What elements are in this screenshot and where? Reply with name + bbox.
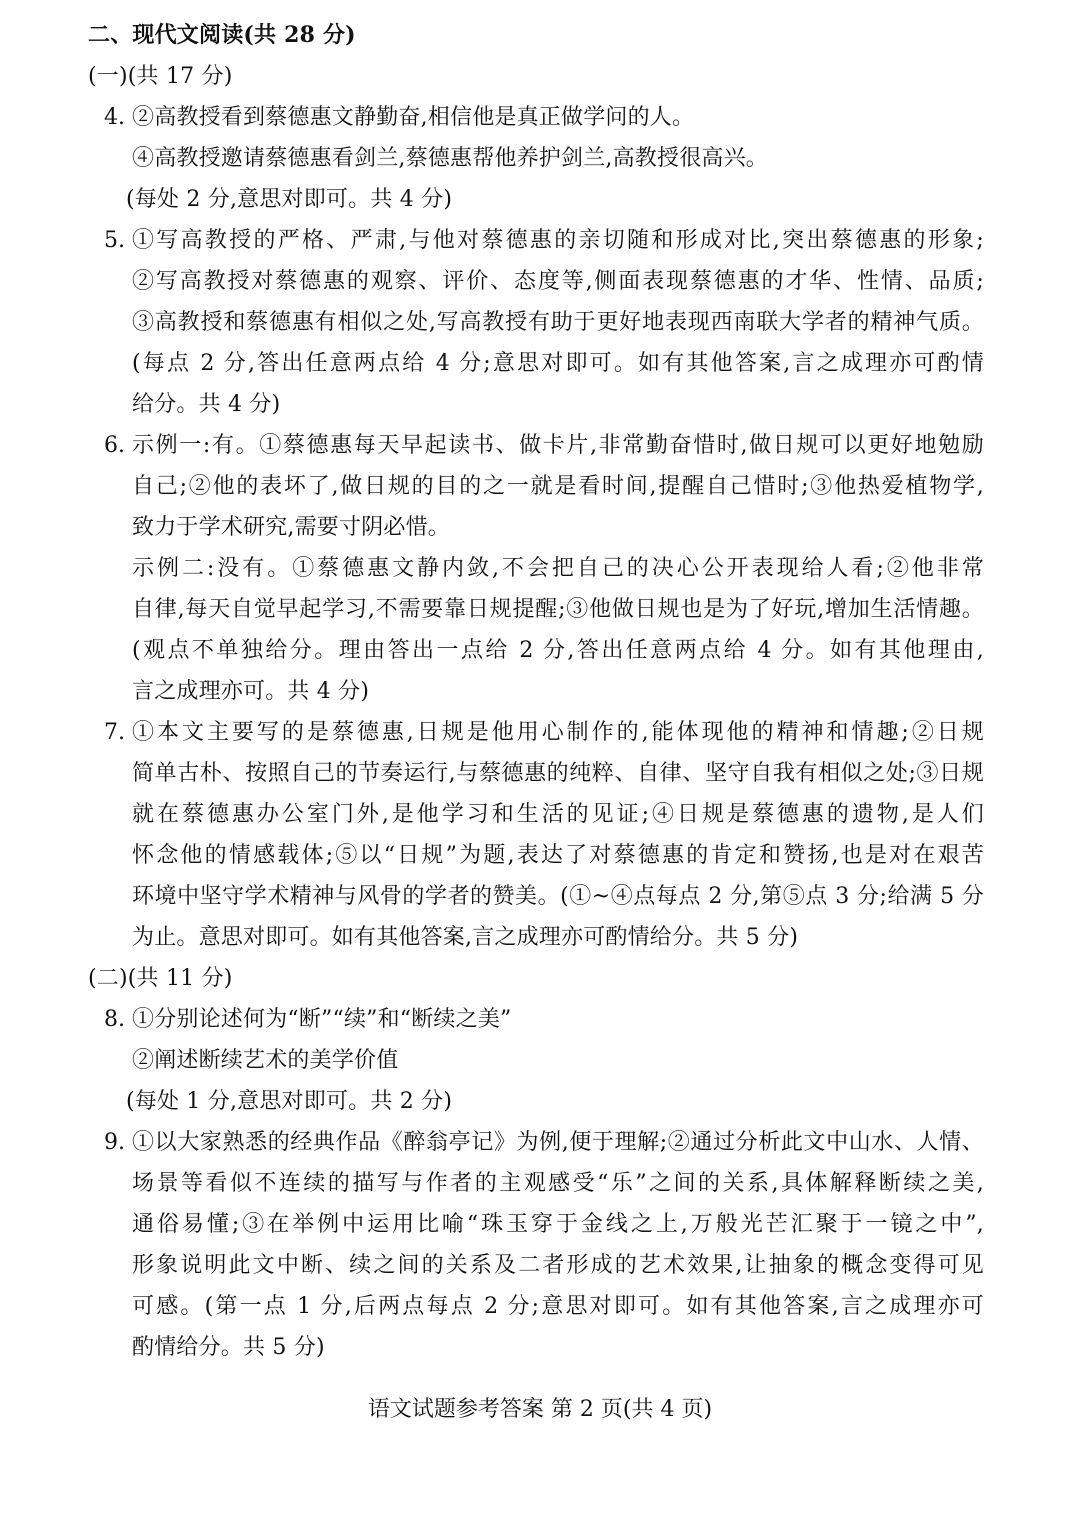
q7-line-3: 就在蔡德惠办公室门外,是他学习和生活的见证;④日规是蔡德惠的遗物,是人们 xyxy=(132,802,984,827)
q6-line-2: 自己;②他的表坏了,做日规的目的之一就是看时间,提醒自己惜时;③他热爱植物学, xyxy=(132,474,984,499)
section-title: 二、现代文阅读(共 28 分) xyxy=(88,22,356,48)
q7-number: 7. xyxy=(104,720,125,745)
q5-line-4: (每点 2 分,答出任意两点给 4 分;意思对即可。如有其他答案,言之成理亦可酌情 xyxy=(132,351,984,376)
q5-number: 5. xyxy=(104,228,125,253)
q6-line-5: 自律,每天自觉早起学习,不需要靠日规提醒;③他做日规也是为了好玩,增加生活情趣。 xyxy=(132,597,984,622)
q4-line-1: ②高教授看到蔡德惠文静勤奋,相信他是真正做学问的人。 xyxy=(132,105,695,130)
q7-line-1: ①本文主要写的是蔡德惠,日规是他用心制作的,能体现他的精神和情趣;②日规 xyxy=(132,720,984,745)
q7-line-6: 为止。意思对即可。如有其他答案,言之成理亦可酌情给分。共 5 分) xyxy=(132,925,799,950)
q9-line-6: 酌情给分。共 5 分) xyxy=(132,1335,325,1360)
q6-number: 6. xyxy=(104,433,125,458)
q7-line-2: 简单古朴、按照自己的节奏运行,与蔡德惠的纯粹、自律、坚守自我有相似之处;③日规 xyxy=(132,761,984,786)
q9-line-4: 形象说明此文中断、续之间的关系及二者形成的艺术效果,让抽象的概念变得可见 xyxy=(132,1253,984,1278)
q5-line-1: ①写高教授的严格、严肃,与他对蔡德惠的亲切随和形成对比,突出蔡德惠的形象; xyxy=(132,228,984,253)
q6-line-1: 示例一:有。①蔡德惠每天早起读书、做卡片,非常勤奋惜时,做日规可以更好地勉励 xyxy=(132,433,984,458)
q8-line-1: ①分别论述何为“断”“续”和“断续之美” xyxy=(132,1007,512,1032)
q9-line-2: 场景等看似不连续的描写与作者的主观感受“乐”之间的关系,具体解释断续之美, xyxy=(132,1171,984,1196)
q6-line-7: 言之成理亦可。共 4 分) xyxy=(132,679,370,704)
q9-line-5: 可感。(第一点 1 分,后两点每点 2 分;意思对即可。如有其他答案,言之成理亦可 xyxy=(132,1294,984,1319)
q6-line-3: 致力于学术研究,需要寸阴必惜。 xyxy=(132,515,450,540)
q5-line-3: ③高教授和蔡德惠有相似之处,写高教授有助于更好地表现西南联大学者的精神气质。 xyxy=(132,310,984,335)
q7-line-5: 环境中坚守学术精神与风骨的学者的赞美。(①~④点每点 2 分,第⑤点 3 分;给满 5 分 xyxy=(132,884,984,909)
q7-line-4: 怀念他的情感载体;⑤以“日规”为题,表达了对蔡德惠的肯定和赞扬,也是对在艰苦 xyxy=(132,843,984,868)
q4-line-2: ④高教授邀请蔡德惠看剑兰,蔡德惠帮他养护剑兰,高教授很高兴。 xyxy=(132,146,768,171)
q8-line-2: ②阐述断续艺术的美学价值 xyxy=(132,1048,399,1073)
part2-title: (二)(共 11 分) xyxy=(88,966,233,991)
q9-line-3: 通俗易懂;③在举例中运用比喻“珠玉穿于金线之上,万般光芒汇聚于一镜之中”, xyxy=(132,1212,984,1237)
q8-scoring-note: (每处 1 分,意思对即可。共 2 分) xyxy=(126,1089,453,1114)
page-footer: 语文试题参考答案 第 2 页(共 4 页) xyxy=(367,1397,713,1422)
q8-number: 8. xyxy=(104,1007,125,1032)
q5-line-5: 给分。共 4 分) xyxy=(132,392,281,417)
q6-line-6: (观点不单独给分。理由答出一点给 2 分,答出任意两点给 4 分。如有其他理由, xyxy=(132,638,984,663)
q9-number: 9. xyxy=(104,1130,125,1155)
q4-scoring-note: (每处 2 分,意思对即可。共 4 分) xyxy=(126,187,453,212)
q9-line-1: ①以大家熟悉的经典作品《醉翁亭记》为例,便于理解;②通过分析此文中山水、人情、 xyxy=(132,1130,984,1155)
q5-line-2: ②写高教授对蔡德惠的观察、评价、态度等,侧面表现蔡德惠的才华、性情、品质; xyxy=(132,269,984,294)
q6-line-4: 示例二:没有。①蔡德惠文静内敛,不会把自己的决心公开表现给人看;②他非常 xyxy=(132,556,984,581)
part1-title: (一)(共 17 分) xyxy=(88,64,233,89)
q4-number: 4. xyxy=(104,105,125,130)
